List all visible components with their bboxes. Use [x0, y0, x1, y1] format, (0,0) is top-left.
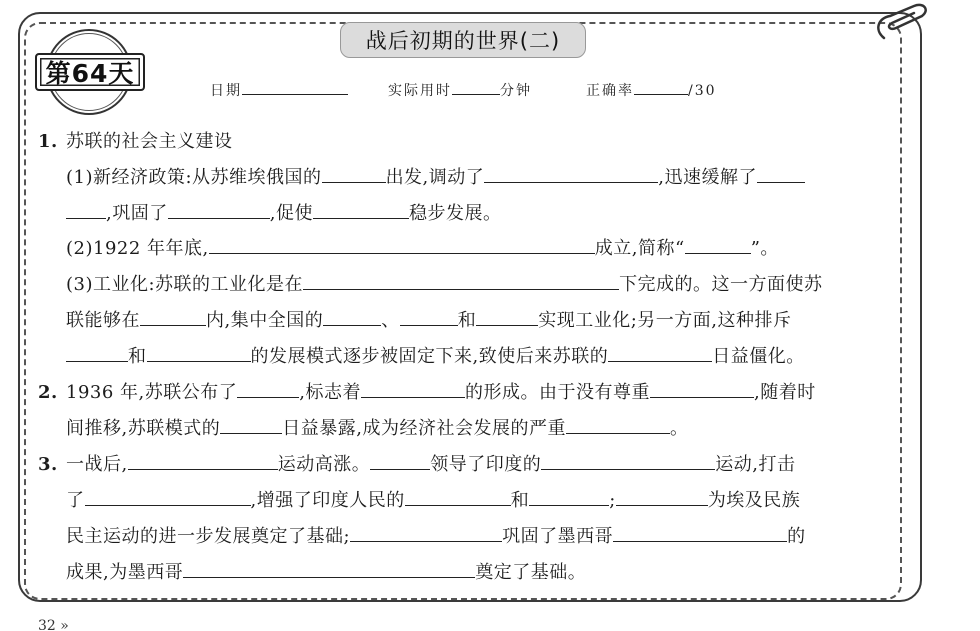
answer-blank[interactable] — [529, 490, 609, 506]
q3-line1 — [38, 450, 795, 476]
text: 和 — [457, 310, 477, 331]
answer-blank[interactable] — [66, 346, 128, 362]
text: ,促使 — [269, 203, 313, 224]
time-label: 实际用时 — [388, 83, 452, 99]
q1-number: 1. — [38, 131, 58, 152]
q3-line3 — [66, 522, 806, 548]
text: ; — [609, 490, 616, 511]
accuracy-blank[interactable] — [634, 81, 688, 95]
text: 。 — [669, 418, 689, 439]
answer-blank[interactable] — [541, 454, 715, 470]
text: 联能够在 — [66, 310, 140, 331]
answer-blank[interactable] — [168, 203, 270, 219]
page-number: 32 » — [38, 618, 69, 631]
text: 的发展模式逐步被固定下来,致使后来苏联的 — [250, 346, 609, 367]
text: 、 — [381, 310, 400, 331]
answer-blank[interactable] — [147, 346, 251, 362]
text: ,巩固了 — [106, 203, 168, 224]
q1-title: 苏联的社会主义建设 — [66, 131, 233, 152]
answer-blank[interactable] — [400, 310, 458, 326]
page-title: 战后初期的世界(二) — [365, 29, 561, 53]
text: 一战后, — [66, 454, 128, 475]
page-title-box — [340, 22, 586, 58]
answer-blank[interactable] — [484, 167, 658, 183]
text: ,随着时 — [754, 382, 816, 403]
accuracy-total: /30 — [688, 83, 717, 99]
text: 民主运动的进一步发展奠定了基础; — [66, 526, 351, 547]
text: 成果,为墨西哥 — [66, 562, 184, 583]
q1-line2 — [66, 199, 501, 225]
answer-blank[interactable] — [183, 562, 475, 578]
answer-blank[interactable] — [350, 526, 502, 542]
date-label: 日期 — [210, 83, 242, 99]
q2-line1 — [38, 378, 816, 404]
answer-blank[interactable] — [209, 238, 595, 254]
q1-line1 — [66, 163, 805, 189]
answer-blank[interactable] — [476, 310, 538, 326]
answer-blank[interactable] — [140, 310, 206, 326]
date-blank[interactable] — [242, 81, 348, 95]
text: 日益暴露,成为经济社会发展的严重 — [282, 418, 566, 439]
text: 间推移,苏联模式的 — [66, 418, 221, 439]
q1-line5 — [66, 306, 792, 332]
day-badge-text: 第64天 — [45, 59, 135, 88]
q3-line2 — [66, 486, 800, 512]
time-unit: 分钟 — [500, 83, 532, 99]
answer-blank[interactable] — [685, 238, 751, 254]
answer-blank[interactable] — [361, 382, 465, 398]
answer-blank[interactable] — [128, 454, 278, 470]
text: 奠定了基础。 — [475, 562, 587, 583]
text: 成立,简称“ — [594, 238, 685, 259]
answer-blank[interactable] — [313, 203, 409, 219]
q3-line4 — [66, 558, 586, 584]
q2-number: 2. — [38, 382, 58, 403]
answer-blank[interactable] — [66, 203, 106, 219]
answer-blank[interactable] — [616, 490, 708, 506]
answer-blank[interactable] — [650, 382, 754, 398]
text: 内,集中全国的 — [206, 310, 324, 331]
answer-blank[interactable] — [85, 490, 251, 506]
answer-blank[interactable] — [237, 382, 299, 398]
text: 了 — [66, 490, 85, 511]
text: 领导了印度的 — [430, 454, 542, 475]
text: ,增强了印度人民的 — [250, 490, 405, 511]
time-blank[interactable] — [452, 81, 500, 95]
q1-heading — [38, 127, 233, 153]
day-badge — [27, 29, 151, 115]
text: 的形成。由于没有尊重 — [465, 382, 650, 403]
text: 和 — [510, 490, 530, 511]
text: ,标志着 — [299, 382, 361, 403]
text: (1)新经济政策:从苏维埃俄国的 — [66, 167, 322, 188]
text: 日益僵化。 — [712, 346, 805, 367]
text: 运动,打击 — [715, 454, 796, 475]
paperclip-icon — [870, 0, 930, 44]
text: 为埃及民族 — [707, 490, 801, 511]
answer-blank[interactable] — [370, 454, 430, 470]
accuracy-label: 正确率 — [586, 83, 634, 99]
answer-blank[interactable] — [566, 418, 670, 434]
answer-blank[interactable] — [220, 418, 282, 434]
text: 下完成的。这一方面使苏 — [619, 274, 823, 295]
answer-blank[interactable] — [613, 526, 787, 542]
text: 稳步发展。 — [408, 203, 502, 224]
text: 的 — [787, 526, 806, 547]
answer-blank[interactable] — [322, 167, 386, 183]
answer-blank[interactable] — [405, 490, 511, 506]
text: (3)工业化:苏联的工业化是在 — [66, 274, 304, 295]
answer-blank[interactable] — [303, 274, 619, 290]
q3-number: 3. — [38, 454, 58, 475]
badge-plate — [35, 53, 145, 91]
text: 和 — [128, 346, 147, 367]
text: ”。 — [750, 238, 779, 259]
text: 运动高涨。 — [277, 454, 371, 475]
text: (2)1922 年年底, — [66, 238, 209, 259]
text: 实现工业化;另一方面,这种排斥 — [538, 310, 792, 331]
q1-line6 — [66, 342, 805, 368]
answer-blank[interactable] — [757, 167, 805, 183]
date-field — [210, 80, 348, 100]
text: 1936 年,苏联公布了 — [66, 382, 238, 403]
time-field — [388, 80, 532, 100]
text: 出发,调动了 — [385, 167, 485, 188]
answer-blank[interactable] — [323, 310, 381, 326]
q1-line4 — [66, 270, 823, 296]
q2-line2 — [66, 414, 688, 440]
accuracy-field — [586, 80, 717, 100]
q1-line3 — [66, 234, 779, 260]
text: ,迅速缓解了 — [658, 167, 758, 188]
answer-blank[interactable] — [608, 346, 712, 362]
text: 巩固了墨西哥 — [502, 526, 614, 547]
